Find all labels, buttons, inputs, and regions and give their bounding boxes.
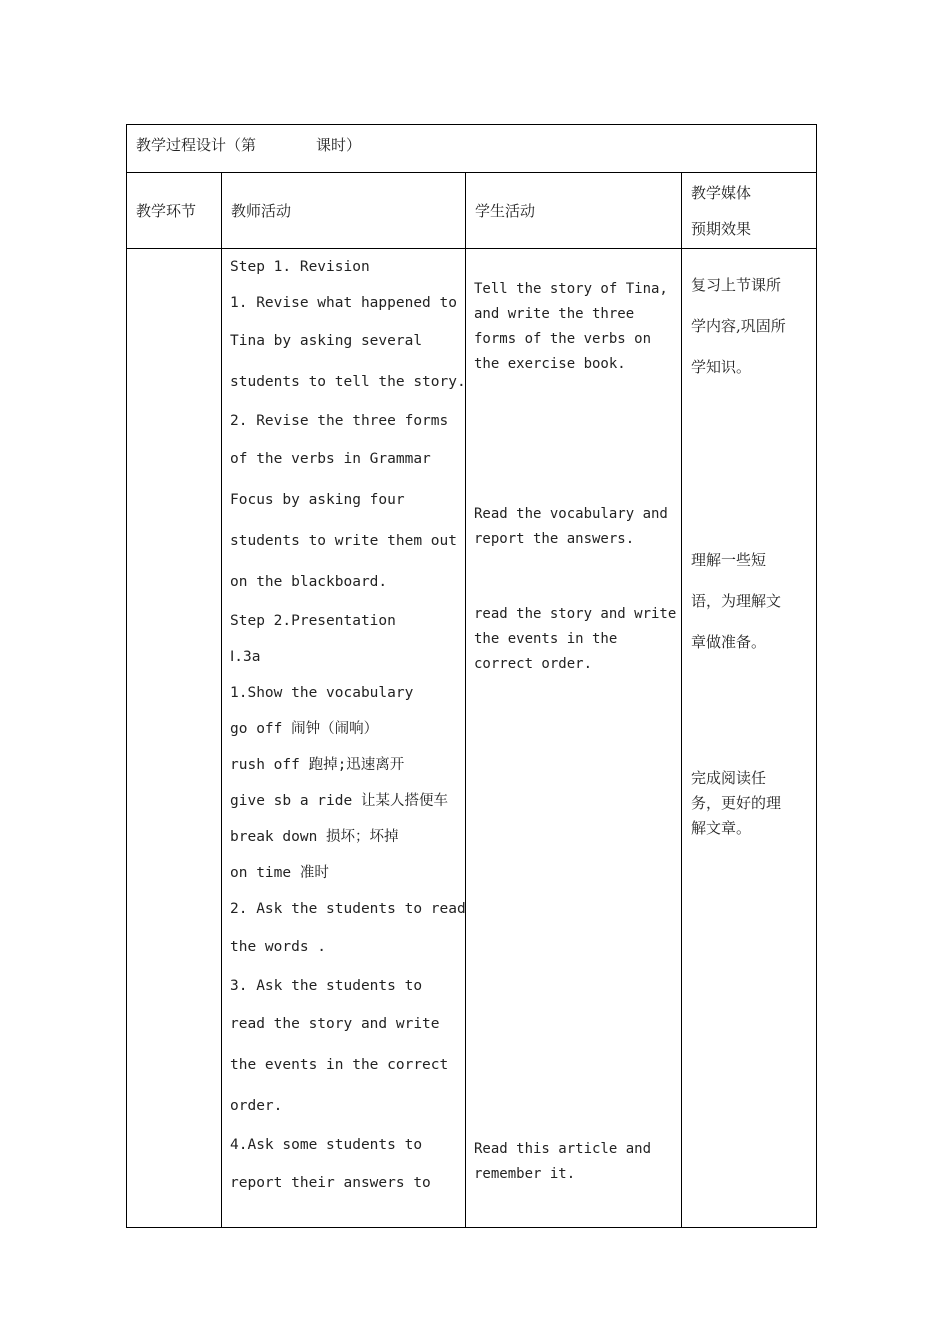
header-teacher: 教师活动 [222, 173, 466, 249]
teacher-line: students to tell the story. [230, 374, 466, 390]
header-student: 学生活动 [466, 173, 682, 249]
teacher-line: 2. Revise the three forms [230, 413, 449, 429]
teacher-line: 3. Ask the students to [230, 978, 423, 994]
teacher-line: Step 2.Presentation [230, 613, 396, 629]
teacher-line: of the verbs in Grammar [230, 451, 431, 467]
teacher-line: the events in the correct [230, 1057, 449, 1073]
teacher-line: Step 1. Revision [230, 259, 370, 275]
teacher-line: on the blackboard. [230, 574, 388, 590]
teacher-line: 1.Show the vocabulary [230, 685, 414, 701]
student-block: Read this article and remember it. [474, 1141, 652, 1182]
stage-cell [127, 249, 222, 1228]
lesson-plan-table [126, 124, 817, 1228]
media-block: 理解一些短 语，为理解文 章做准备。 [691, 551, 782, 651]
header-stage: 教学环节 [127, 173, 222, 249]
title-text: 教学过程设计（第 [136, 136, 257, 154]
student-block: Read the vocabulary and report the answers. [474, 506, 668, 547]
teacher-line: give sb a ride 让某人搭便车 [230, 793, 448, 809]
teacher-line: read the story and write [230, 1016, 440, 1032]
header-media: 教学媒体 预期效果 [682, 173, 817, 249]
media-block: 复习上节课所 学内容,巩固所 学知识。 [691, 276, 786, 376]
teacher-line: the words . [230, 939, 327, 955]
title-suffix: 课时） [316, 136, 362, 154]
teacher-line: on time 准时 [230, 865, 329, 881]
teacher-line: 2. Ask the students to read [230, 901, 466, 917]
media-effect-cell [682, 249, 817, 1228]
media-block: 完成阅读任 务，更好的理 解文章。 [691, 769, 782, 837]
student-block: read the story and write the events in the correct order. [474, 606, 677, 672]
teacher-line: rush off 跑掉;迅速离开 [230, 757, 405, 773]
teacher-line: report their answers to [230, 1175, 431, 1191]
teacher-line: Focus by asking four [230, 492, 405, 508]
student-block: Tell the story of Tina, and write the three forms of the verbs on the exercise book. [474, 281, 668, 372]
teacher-activity-lines [230, 249, 466, 1204]
teacher-line: Ⅰ.3a [230, 649, 261, 665]
student-activity-cell [466, 249, 682, 1228]
teacher-line: go off 闹钟（闹响） [230, 721, 379, 737]
teacher-activity-cell [222, 249, 466, 1228]
teacher-line: Tina by asking several [230, 333, 423, 349]
table-title-cell [127, 125, 817, 173]
teacher-line: 1. Revise what happened to [230, 295, 457, 311]
teacher-line: break down 损坏；坏掉 [230, 829, 399, 845]
table-title [127, 125, 816, 155]
teacher-line: students to write them out [230, 533, 457, 549]
teacher-line: order. [230, 1098, 283, 1114]
teacher-line: 4.Ask some students to [230, 1137, 423, 1153]
